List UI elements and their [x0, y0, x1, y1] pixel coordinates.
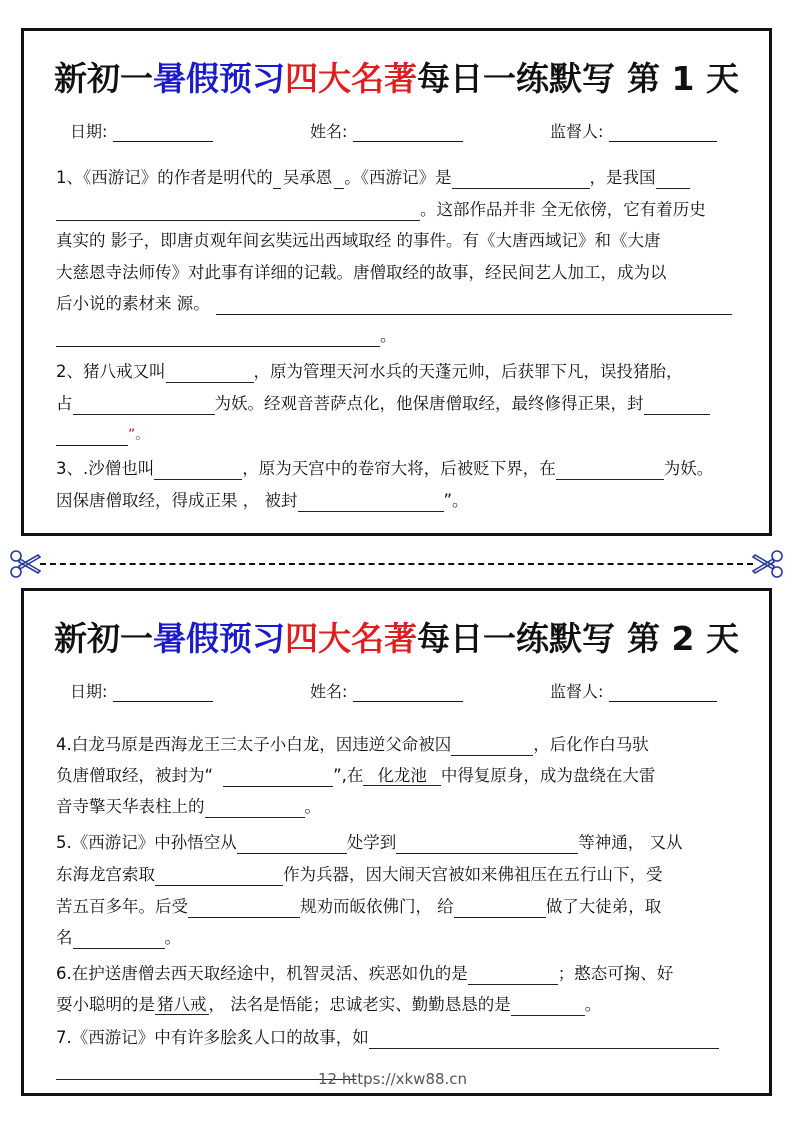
- question-5-line-1: [56, 832, 683, 854]
- text: 。: [135, 427, 150, 443]
- answer-dragon-pool: 化龙池: [363, 766, 441, 786]
- text: 。: [584, 995, 602, 1014]
- text: 为妖。: [663, 459, 714, 478]
- date-label: 日期:: [70, 682, 108, 701]
- question-1-line-2: [56, 199, 706, 221]
- blank-sandy-name[interactable]: [154, 459, 242, 480]
- blank-pigsy-title-cont[interactable]: [56, 425, 128, 446]
- question-1-line-4: 大慈恩寺法师传》对此事有详细的记载。唐僧取经的故事，经民间艺人加工，成为以: [56, 263, 667, 282]
- blank-genre[interactable]: [452, 168, 590, 189]
- underline-pad: [273, 168, 281, 189]
- supervisor-blank[interactable]: [609, 683, 717, 702]
- question-2-line-2: [56, 393, 710, 415]
- title-part-summer: 暑假预习: [153, 59, 286, 98]
- text: 做了大徒弟，取: [545, 897, 662, 916]
- question-1-line-6: [56, 325, 397, 347]
- date-blank[interactable]: [113, 683, 213, 702]
- question-2-line-3: [56, 423, 149, 446]
- meta-row: [24, 679, 769, 705]
- supervisor-label: 监督人:: [550, 682, 604, 701]
- blank-dragon-place[interactable]: [451, 735, 533, 756]
- question-6-line-1: [56, 963, 673, 985]
- question-6-line-2: [56, 994, 601, 1016]
- name-label: 姓名:: [310, 122, 348, 141]
- blank-stories[interactable]: [369, 1028, 719, 1049]
- supervisor-field: [550, 679, 717, 702]
- supervisor-blank[interactable]: [609, 123, 717, 142]
- question-3-line-2: [56, 490, 469, 512]
- title-part-summer: 暑假预习: [153, 619, 286, 658]
- name-field: [310, 679, 463, 702]
- meta-row: [24, 119, 769, 145]
- text: 名: [56, 928, 73, 947]
- text: 中得复原身，成为盘绕在大雷: [440, 766, 656, 785]
- text: 负唐僧取经，被封为“: [56, 766, 214, 785]
- name-field: [310, 119, 463, 142]
- blank-wukong[interactable]: [468, 964, 558, 985]
- title-part-grade: 新初一: [54, 619, 154, 658]
- text: 。《西游记》是: [344, 168, 452, 187]
- text: ，原为管理天河水兵的天蓬元帅，后获罪下凡，误投猪胎，: [253, 362, 683, 381]
- worksheet-day-1: [21, 28, 772, 536]
- question-1-line-1: [56, 167, 690, 189]
- blank-stories-cont[interactable]: [56, 1079, 356, 1080]
- text: 5.《西游记》中孙悟空从: [56, 833, 237, 852]
- question-4-line-3: [56, 796, 321, 818]
- text: 。: [380, 326, 397, 345]
- name-label: 姓名:: [310, 682, 348, 701]
- text: 。: [304, 797, 321, 816]
- blank-sandy[interactable]: [511, 995, 585, 1016]
- blank-dragon-final[interactable]: [205, 797, 305, 818]
- text: 后小说的素材来 源。: [56, 294, 210, 313]
- text: 等神通， 又从: [578, 833, 683, 852]
- title-day: 第 2 天: [627, 619, 739, 658]
- blank-significance-cont[interactable]: [56, 200, 420, 221]
- text: 。这部作品并非 全无依傍，它有着历史: [420, 200, 706, 219]
- answer-pigsy: 猪八戒: [157, 995, 207, 1014]
- name-blank[interactable]: [353, 123, 463, 142]
- text: 作为兵器，因大闹天宫被如来佛祖压在五行山下，受: [283, 865, 663, 884]
- text: ”,在: [333, 766, 364, 785]
- date-label: 日期:: [70, 122, 108, 141]
- name-blank[interactable]: [353, 683, 463, 702]
- text: 占: [56, 394, 73, 413]
- blank-master[interactable]: [237, 833, 347, 854]
- worksheet-title: [24, 613, 769, 660]
- blank-persuader[interactable]: [188, 897, 300, 918]
- worksheet-day-2: [21, 588, 772, 1096]
- question-1-line-3: 真实的 影子，即唐贞观年间玄奘远出西域取经 的事件。有《大唐西域记》和《大唐: [56, 231, 661, 250]
- question-5-line-3: [56, 896, 661, 918]
- blank-pigsy-name[interactable]: [166, 362, 254, 383]
- question-4-line-1: [56, 734, 649, 756]
- text: 音寺擎天华表柱上的: [56, 797, 205, 816]
- blank-dragon-title[interactable]: [223, 766, 333, 787]
- blank-significance[interactable]: [656, 168, 690, 189]
- date-field: [70, 679, 213, 702]
- blank-source-cont[interactable]: [56, 326, 380, 347]
- date-blank[interactable]: [113, 123, 213, 142]
- text: 为妖。经观音菩萨点化，他保唐僧取经，最终修得正果，封: [214, 394, 644, 413]
- answer-author: 吴承恩: [282, 168, 333, 187]
- underline-pad: [334, 168, 344, 189]
- title-part-grade: 新初一: [54, 59, 154, 98]
- scissors-icon: [751, 549, 785, 579]
- text: 耍小聪明的是: [56, 995, 155, 1014]
- date-field: [70, 119, 213, 142]
- title-part-daily: 每日一练默写: [417, 619, 616, 658]
- blank-sandy-place[interactable]: [556, 459, 664, 480]
- supervisor-label: 监督人:: [550, 122, 604, 141]
- text: 东海龙宫索取: [56, 865, 155, 884]
- blank-master-2[interactable]: [454, 897, 546, 918]
- title-part-classics: 四大名著: [285, 619, 418, 658]
- text: ；憨态可掬、好: [557, 964, 674, 983]
- text: ”。: [443, 491, 469, 510]
- quote-mark: ”: [128, 427, 136, 443]
- question-5-line-4: [56, 927, 181, 949]
- text: ， 法名是悟能；忠诚老实、勤勤恳恳的是: [208, 995, 511, 1014]
- supervisor-field: [550, 119, 717, 142]
- text: 因保唐僧取经，得成正果 ， 被封: [56, 491, 298, 510]
- text: 。: [164, 928, 181, 947]
- cut-separator: [0, 545, 793, 581]
- text: 3、.沙僧也叫: [56, 459, 155, 478]
- blank-sandy-title[interactable]: [298, 491, 444, 512]
- scissors-icon: [8, 549, 42, 579]
- title-part-daily: 每日一练默写: [417, 59, 616, 98]
- blank-pigsy-place[interactable]: [73, 394, 215, 415]
- title-day: 第 1 天: [627, 59, 739, 98]
- title-part-classics: 四大名著: [285, 59, 418, 98]
- question-1-line-5: [56, 293, 732, 315]
- blank-powers[interactable]: [396, 833, 578, 854]
- text: 规劝而皈依佛门， 给: [300, 897, 454, 916]
- question-5-line-2: [56, 864, 663, 886]
- page-footer: 12 https://xkw88.cn: [318, 1070, 468, 1088]
- text: ，后化作白马驮: [533, 735, 649, 754]
- text: 1、《西游记》的作者是明代的: [56, 168, 273, 187]
- worksheet-title: [24, 53, 769, 100]
- dashed-cut-line: [40, 563, 753, 565]
- question-4-line-2: [56, 765, 655, 787]
- text: 7.《西游记》中有许多脍炙人口的故事，如: [56, 1028, 369, 1047]
- text: 处学到: [346, 833, 397, 852]
- text: 4.白龙马原是西海龙王三太子小白龙，因违逆父命被囚: [56, 735, 452, 754]
- blank-pigsy-title[interactable]: [644, 394, 710, 415]
- question-2-line-1: [56, 361, 683, 383]
- text: ，原为天宫中的卷帘大将，后被贬下界，在: [242, 459, 556, 478]
- question-3-line-1: [56, 458, 713, 480]
- question-7-line-1: [56, 1027, 719, 1049]
- blank-weapon[interactable]: [155, 865, 283, 886]
- blank-source[interactable]: [216, 294, 732, 315]
- text: ，是我国: [589, 168, 656, 187]
- blank-monk-name[interactable]: [73, 928, 165, 949]
- text: 6.在护送唐僧去西天取经途中，机智灵活、疾恶如仇的是: [56, 964, 468, 983]
- text: 2、猪八戒又叫: [56, 362, 166, 381]
- text: 苦五百多年。后受: [56, 897, 188, 916]
